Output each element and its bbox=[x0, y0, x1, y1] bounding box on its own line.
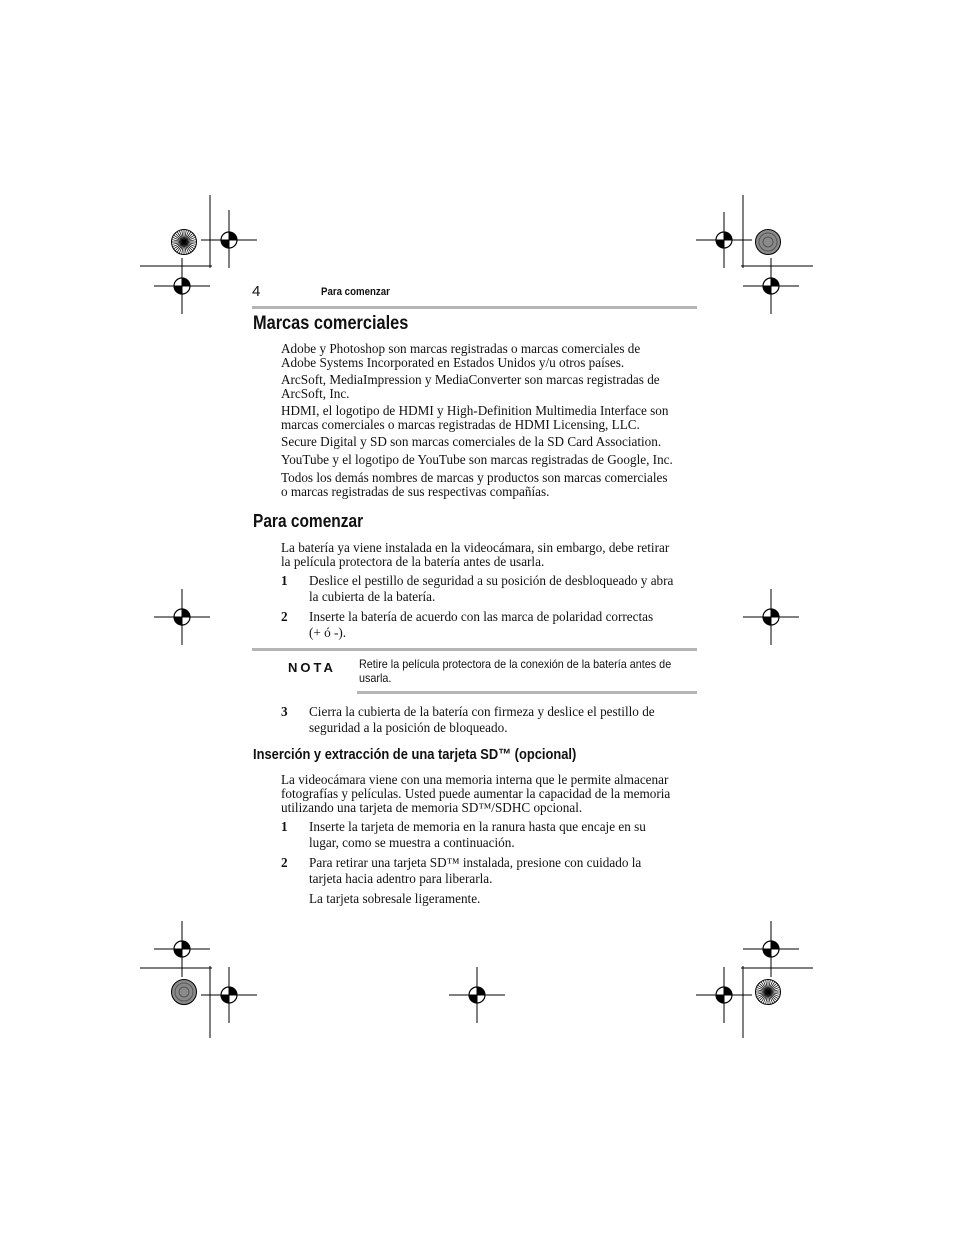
step-number: 3 bbox=[281, 704, 288, 719]
section-heading-sd-card: Inserción y extracción de una tarjeta SD™ (opcional) bbox=[253, 746, 577, 763]
running-head: Para comenzar bbox=[321, 286, 390, 298]
step-number: 2 bbox=[281, 855, 288, 870]
getting-started-intro: La batería ya viene instalada en la videocámara, sin embargo, debe retirar la película protectora de la batería antes de usarla. bbox=[281, 540, 670, 569]
note-top-divider bbox=[252, 648, 697, 651]
step-text: Cierra la cubierta de la batería con firmeza y deslice el pestillo de seguridad a la posición de bloqueado. bbox=[309, 704, 655, 735]
step-number: 1 bbox=[281, 819, 288, 834]
section-heading-trademarks: Marcas comerciales bbox=[253, 313, 409, 334]
note-text: Retire la película protectora de la conexión de la batería antes de usarla. bbox=[359, 657, 672, 685]
trademark-paragraph: HDMI, el logotipo de HDMI y High-Definition Multimedia Interface son marcas comerciales o marcas registradas de HDMI Licensing, LLC. bbox=[281, 403, 669, 432]
trademark-paragraph: Todos los demás nombres de marcas y productos son marcas comerciales o marcas registradas de sus respectivas compañías. bbox=[281, 470, 668, 499]
step-text: Inserte la tarjeta de memoria en la ranura hasta que encaje en su lugar, como se muestra a continuación. bbox=[309, 819, 646, 850]
step-result-text: La tarjeta sobresale ligeramente. bbox=[309, 891, 481, 906]
page-number: 4 bbox=[252, 283, 261, 300]
note-label: NOTA bbox=[288, 660, 336, 675]
trademark-paragraph: Secure Digital y SD son marcas comerciales de la SD Card Association. bbox=[281, 434, 662, 449]
step-number: 1 bbox=[281, 573, 288, 588]
step-text: Inserte la batería de acuerdo con las marca de polaridad correctas (+ ó -). bbox=[309, 609, 654, 640]
step-number: 2 bbox=[281, 609, 288, 624]
trademark-paragraph: YouTube y el logotipo de YouTube son marcas registradas de Google, Inc. bbox=[281, 452, 673, 467]
header-divider bbox=[252, 306, 697, 309]
trademark-paragraph: Adobe y Photoshop son marcas registradas o marcas comerciales de Adobe Systems Incorporated en Estados Unidos y/u otros países. bbox=[281, 341, 641, 370]
section-heading-getting-started: Para comenzar bbox=[253, 511, 364, 531]
step-text: Deslice el pestillo de seguridad a su posición de desbloqueado y abra la cubierta de la batería. bbox=[309, 573, 674, 604]
sd-card-intro: La videocámara viene con una memoria interna que le permite almacenar fotografías y películas. Usted puede aumentar la capacidad de la memoria utilizando una tarjeta de memoria SD™/SDHC opcional. bbox=[281, 772, 671, 815]
trademark-paragraph: ArcSoft, MediaImpression y MediaConverter son marcas registradas de ArcSoft, Inc. bbox=[281, 372, 660, 401]
note-bottom-divider bbox=[357, 691, 697, 694]
step-text: Para retirar una tarjeta SD™ instalada, presione con cuidado la tarjeta hacia adentro para liberarla. bbox=[309, 855, 642, 886]
